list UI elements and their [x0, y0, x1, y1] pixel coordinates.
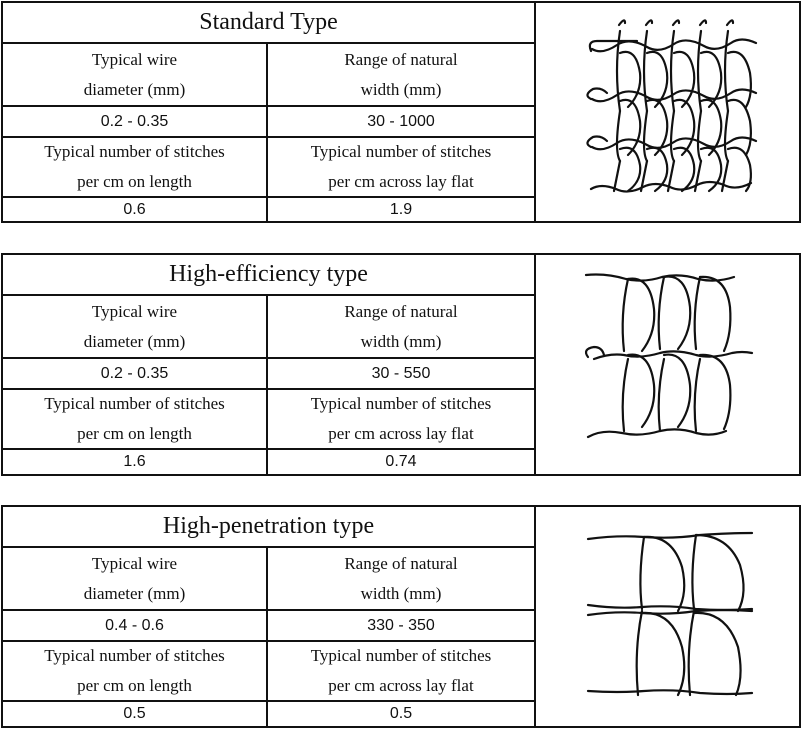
- value-row: [3, 107, 534, 138]
- table-title: High-efficiency type: [3, 255, 534, 296]
- wire-diameter-value: 0.4 - 0.6: [3, 611, 268, 640]
- stitches-length-header: Typical number of stitches per cm on length: [3, 390, 268, 448]
- stitches-length-header: Typical number of stitches per cm on length: [3, 642, 268, 700]
- stitches-length-value: 1.6: [3, 450, 268, 474]
- natural-width-value: 330 - 350: [367, 616, 435, 634]
- wire-diameter-header: Typical wire diameter (mm): [3, 44, 268, 105]
- value-row: [3, 702, 534, 726]
- stitches-length-header: Typical number of stitches per cm on length: [3, 138, 268, 196]
- header-row: [3, 548, 534, 611]
- table-title: Standard Type: [3, 3, 534, 44]
- natural-width-value: 30 - 1000: [367, 112, 435, 130]
- natural-width-header: Range of natural width (mm): [344, 553, 458, 603]
- stitches-across-value: 0.74: [385, 453, 417, 470]
- stitches-length-value: 0.5: [3, 702, 268, 726]
- header-row: [3, 138, 534, 198]
- stitches-across-value: 0.5: [389, 705, 413, 722]
- value-row: [3, 198, 534, 221]
- wire-diameter-header: Typical wire diameter (mm): [3, 296, 268, 357]
- wire-diameter-value: 0.2 - 0.35: [3, 359, 268, 388]
- table-high-efficiency-type: [1, 253, 801, 476]
- stitches-across-header: Typical number of stitches per cm across lay flat: [310, 646, 492, 695]
- value-row: [3, 450, 534, 474]
- table-title: High-penetration type: [3, 507, 534, 548]
- table-standard-type: [1, 1, 801, 223]
- header-row: [3, 44, 534, 107]
- value-row: [3, 611, 534, 642]
- header-row: [3, 390, 534, 450]
- stitches-across-value: 1.9: [389, 200, 413, 218]
- value-row: [3, 359, 534, 390]
- natural-width-header: Range of natural width (mm): [344, 49, 458, 99]
- spec-table: [3, 3, 536, 221]
- medium-knit-mesh-diagram: [536, 255, 799, 474]
- stitches-across-header: Typical number of stitches per cm across lay flat: [310, 394, 492, 443]
- stitches-across-header: Typical number of stitches per cm across lay flat: [310, 142, 492, 191]
- spec-table: [3, 507, 536, 726]
- header-row: [3, 642, 534, 702]
- open-knit-mesh-diagram: [536, 507, 799, 726]
- stitches-length-value: 0.6: [3, 198, 268, 221]
- header-row: [3, 296, 534, 359]
- natural-width-value: 30 - 550: [371, 364, 431, 382]
- natural-width-header: Range of natural width (mm): [344, 301, 458, 351]
- dense-knit-mesh-diagram: [536, 3, 799, 221]
- wire-diameter-value: 0.2 - 0.35: [3, 107, 268, 136]
- table-high-penetration-type: [1, 505, 801, 728]
- spec-table: [3, 255, 536, 474]
- wire-diameter-header: Typical wire diameter (mm): [3, 548, 268, 609]
